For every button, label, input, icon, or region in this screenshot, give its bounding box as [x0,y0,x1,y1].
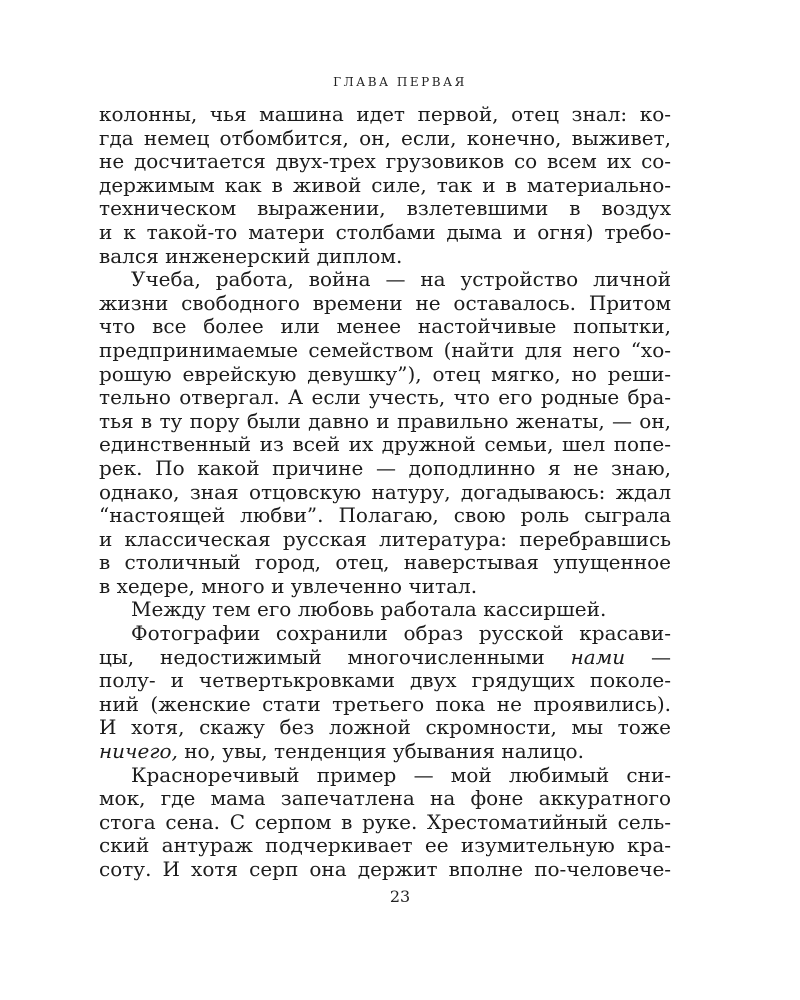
text-line: рошую еврейскую девушку”), отец мягко, но реши- [99,361,672,386]
text-line: рек. По какой причине — доподлинно я не знаю, [99,455,671,480]
text-line: в хедере, много и увлеченно читал. [99,573,478,598]
text-line: Красноречивый пример — мой любимый сни- [131,762,672,787]
text-line: однако, зная отцовскую натуру, догадываюсь: ждал [99,479,672,504]
text-line: в столичный город, отец, наверстывая упущенное [99,550,672,575]
text-line: колонны, чья машина идет первой, отец знал: ко- [99,102,672,126]
text-line: что все более или менее настойчивые попытки, [99,314,671,339]
text-line: ничего, но, увы, тенденция убывания налицо. [99,739,584,764]
italic-word: нами [570,644,626,669]
text-line: Между тем его любовь работала кассиршей. [131,597,607,622]
page-number: 23 [389,887,411,906]
italic-word: ничего, [99,739,178,764]
text-line: тельно отвергал. А если учесть, что его родные бра- [99,385,672,410]
text-line: тья в ту пору были давно и правильно женаты, — он, [99,408,672,433]
text-line: соту. И хотя серп она держит вполне по-человече- [99,857,672,881]
text-line: не досчитается двух-трех грузовиков со всем их со- [99,149,672,174]
text-line: цы, недостижимый многочисленными нами — [99,644,672,669]
text-line: предпринимаемые семейством (найти для него “хо- [99,337,671,362]
text-line: вался инженерский диплом. [99,243,403,268]
text-line: стога сена. С серпом в руке. Хрестоматийный сель- [99,809,672,834]
body-text [99,103,671,882]
text-line: единственный из всей их дружной семьи, шел попе- [99,432,672,457]
text-line: техническом выражении, взлетевшими в воздух [99,196,672,221]
text-line: ский антураж подчеркивает ее изумительную кра- [99,833,672,858]
text-line: и к такой-то матери столбами дыма и огня) требо- [99,219,671,244]
text-line: Учеба, работа, война — на устройство личной [131,267,672,292]
text-line: И хотя, скажу без ложной скромности, мы тоже [99,715,672,740]
text-line: и классическая русская литература: перебравшись [99,526,672,551]
text-line: Фотографии сохранили образ русской красави- [131,621,671,646]
text-line: ний (женские стати третьего пока не проявились). [99,691,672,716]
text-line: жизни свободного времени не оставалось. Притом [99,290,672,315]
running-header: ГЛАВА ПЕРВАЯ [333,75,467,89]
text-line: держимым как в живой силе, так и в материально- [99,172,671,197]
text-line: полу- и четвертькровками двух грядущих поколе- [99,668,672,693]
text-line: гда немец отбомбится, он, если, конечно, выживет, [99,125,671,150]
text-line: мок, где мама запечатлена на фоне аккуратного [99,786,672,811]
text-line: “настоящей любви”. Полагаю, свою роль сыграла [99,503,672,528]
